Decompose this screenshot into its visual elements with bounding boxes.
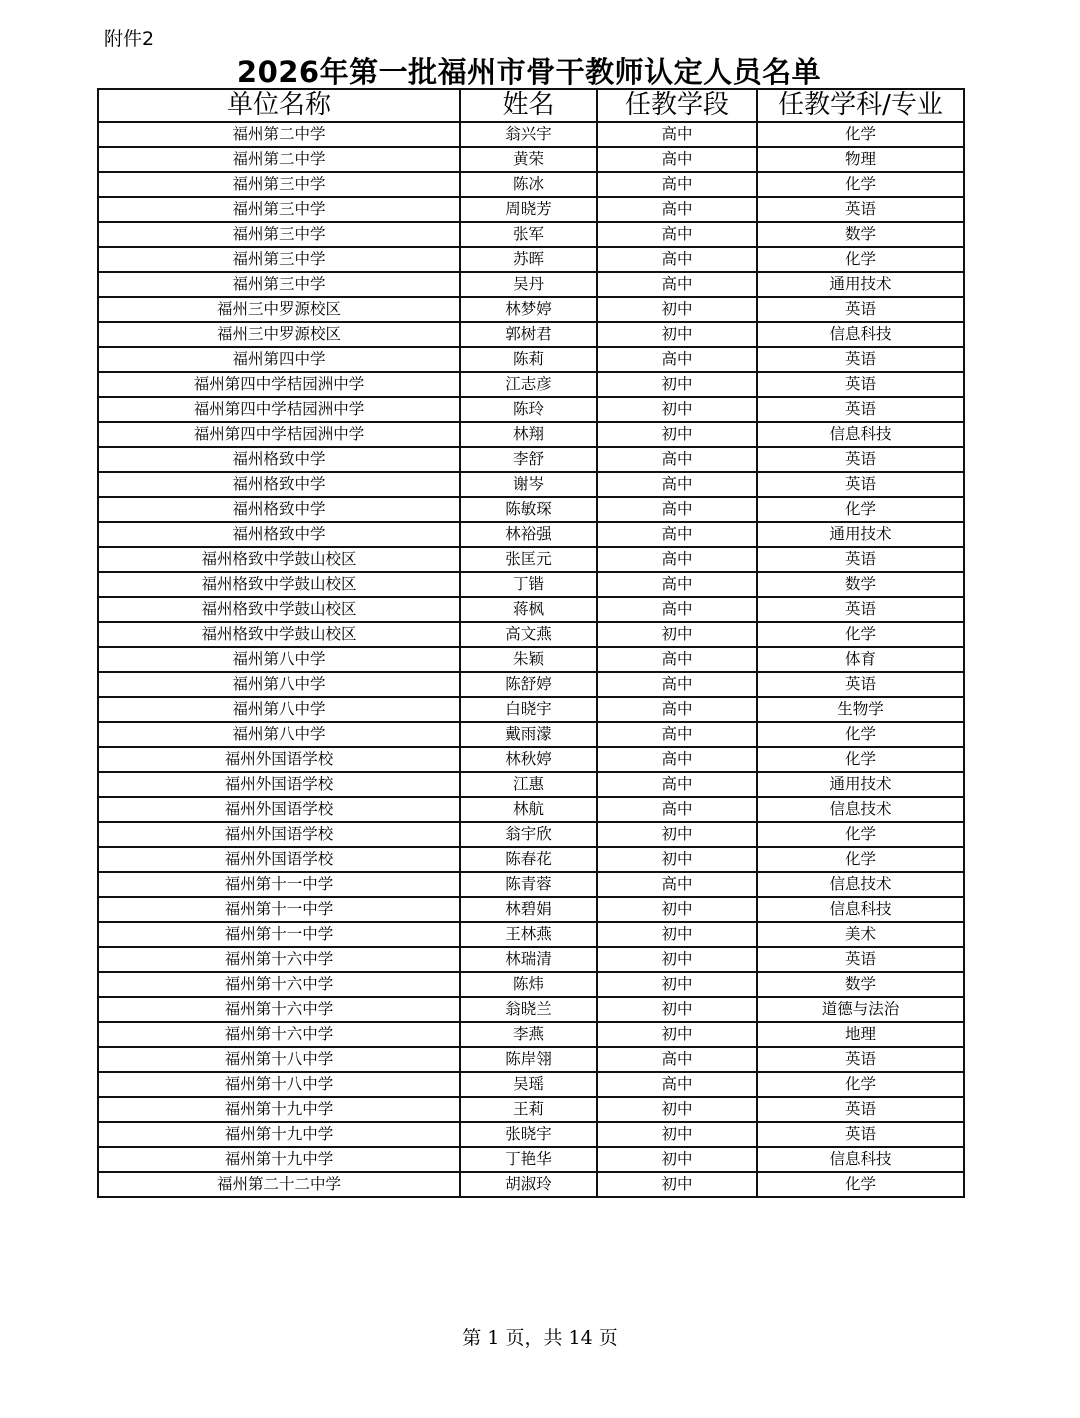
cell-stage: 初中	[597, 922, 757, 947]
cell-stage: 初中	[597, 1122, 757, 1147]
cell-name: 林翔	[460, 422, 597, 447]
cell-unit: 福州第三中学	[98, 272, 460, 297]
cell-name: 吴丹	[460, 272, 597, 297]
cell-name: 陈玲	[460, 397, 597, 422]
cell-subject: 美术	[757, 922, 964, 947]
table-row	[98, 947, 964, 972]
cell-subject: 化学	[757, 1172, 964, 1197]
table-row	[98, 472, 964, 497]
cell-name: 张晓宇	[460, 1122, 597, 1147]
table-body	[98, 122, 964, 1197]
cell-unit: 福州第十六中学	[98, 997, 460, 1022]
cell-unit: 福州第十八中学	[98, 1047, 460, 1072]
cell-subject: 英语	[757, 1097, 964, 1122]
cell-unit: 福州第十六中学	[98, 947, 460, 972]
cell-unit: 福州格致中学鼓山校区	[98, 547, 460, 572]
table-row	[98, 347, 964, 372]
cell-name: 高文燕	[460, 622, 597, 647]
cell-unit: 福州第三中学	[98, 222, 460, 247]
table-row	[98, 922, 964, 947]
cell-stage: 初中	[597, 997, 757, 1022]
cell-name: 陈舒婷	[460, 672, 597, 697]
cell-subject: 物理	[757, 147, 964, 172]
cell-name: 翁兴宇	[460, 122, 597, 147]
cell-name: 江志彦	[460, 372, 597, 397]
cell-subject: 英语	[757, 547, 964, 572]
cell-unit: 福州格致中学鼓山校区	[98, 622, 460, 647]
cell-subject: 通用技术	[757, 272, 964, 297]
cell-unit: 福州格致中学	[98, 447, 460, 472]
cell-unit: 福州第四中学	[98, 347, 460, 372]
cell-name: 谢岑	[460, 472, 597, 497]
cell-stage: 高中	[597, 522, 757, 547]
cell-unit: 福州第八中学	[98, 697, 460, 722]
cell-subject: 英语	[757, 297, 964, 322]
cell-name: 张匡元	[460, 547, 597, 572]
table-row	[98, 197, 964, 222]
table-row	[98, 972, 964, 997]
cell-name: 李燕	[460, 1022, 597, 1047]
table-row	[98, 547, 964, 572]
cell-unit: 福州外国语学校	[98, 822, 460, 847]
table-row	[98, 747, 964, 772]
cell-unit: 福州外国语学校	[98, 797, 460, 822]
cell-name: 周晓芳	[460, 197, 597, 222]
cell-name: 林航	[460, 797, 597, 822]
cell-name: 林秋婷	[460, 747, 597, 772]
table-row	[98, 597, 964, 622]
cell-unit: 福州第十八中学	[98, 1072, 460, 1097]
cell-stage: 初中	[597, 1172, 757, 1197]
cell-name: 林梦婷	[460, 297, 597, 322]
table-row	[98, 247, 964, 272]
table-row	[98, 897, 964, 922]
cell-subject: 英语	[757, 472, 964, 497]
cell-unit: 福州三中罗源校区	[98, 322, 460, 347]
cell-stage: 高中	[597, 497, 757, 522]
cell-unit: 福州第十一中学	[98, 922, 460, 947]
table-row	[98, 1047, 964, 1072]
cell-unit: 福州第二中学	[98, 122, 460, 147]
cell-unit: 福州格致中学	[98, 522, 460, 547]
cell-subject: 化学	[757, 722, 964, 747]
cell-stage: 初中	[597, 1097, 757, 1122]
cell-stage: 高中	[597, 797, 757, 822]
cell-name: 江惠	[460, 772, 597, 797]
cell-name: 丁艳华	[460, 1147, 597, 1172]
cell-name: 白晓宇	[460, 697, 597, 722]
cell-name: 林裕强	[460, 522, 597, 547]
cell-stage: 高中	[597, 747, 757, 772]
cell-subject: 英语	[757, 447, 964, 472]
table-row	[98, 122, 964, 147]
cell-subject: 体育	[757, 647, 964, 672]
cell-subject: 信息技术	[757, 797, 964, 822]
table-row	[98, 272, 964, 297]
cell-name: 陈炜	[460, 972, 597, 997]
cell-name: 林瑞清	[460, 947, 597, 972]
cell-unit: 福州第三中学	[98, 197, 460, 222]
attachment-label: 附件2	[104, 28, 155, 50]
cell-name: 翁晓兰	[460, 997, 597, 1022]
cell-stage: 初中	[597, 297, 757, 322]
cell-stage: 初中	[597, 372, 757, 397]
cell-subject: 数学	[757, 222, 964, 247]
cell-unit: 福州格致中学	[98, 472, 460, 497]
cell-name: 陈青蓉	[460, 872, 597, 897]
table-row	[98, 722, 964, 747]
cell-stage: 初中	[597, 822, 757, 847]
cell-name: 胡淑玲	[460, 1172, 597, 1197]
cell-name: 陈冰	[460, 172, 597, 197]
cell-subject: 信息技术	[757, 872, 964, 897]
cell-stage: 初中	[597, 622, 757, 647]
cell-name: 戴雨濛	[460, 722, 597, 747]
cell-stage: 高中	[597, 247, 757, 272]
cell-subject: 数学	[757, 572, 964, 597]
cell-unit: 福州格致中学鼓山校区	[98, 572, 460, 597]
cell-unit: 福州三中罗源校区	[98, 297, 460, 322]
cell-name: 黄荣	[460, 147, 597, 172]
cell-unit: 福州第八中学	[98, 672, 460, 697]
table-row	[98, 797, 964, 822]
table-header-row	[98, 89, 964, 122]
table-row	[98, 697, 964, 722]
cell-subject: 生物学	[757, 697, 964, 722]
cell-stage: 初中	[597, 397, 757, 422]
table-row	[98, 522, 964, 547]
cell-stage: 初中	[597, 1147, 757, 1172]
cell-stage: 高中	[597, 172, 757, 197]
cell-unit: 福州第三中学	[98, 247, 460, 272]
table-row	[98, 772, 964, 797]
cell-name: 林碧娟	[460, 897, 597, 922]
cell-unit: 福州第十六中学	[98, 1022, 460, 1047]
cell-stage: 高中	[597, 597, 757, 622]
cell-subject: 化学	[757, 847, 964, 872]
cell-unit: 福州第十九中学	[98, 1147, 460, 1172]
cell-stage: 初中	[597, 422, 757, 447]
cell-name: 张军	[460, 222, 597, 247]
cell-subject: 英语	[757, 672, 964, 697]
cell-stage: 高中	[597, 547, 757, 572]
cell-stage: 初中	[597, 847, 757, 872]
cell-name: 吴瑶	[460, 1072, 597, 1097]
cell-subject: 化学	[757, 172, 964, 197]
cell-unit: 福州第二中学	[98, 147, 460, 172]
cell-stage: 高中	[597, 697, 757, 722]
cell-name: 翁宇欣	[460, 822, 597, 847]
cell-stage: 初中	[597, 1022, 757, 1047]
cell-subject: 化学	[757, 1072, 964, 1097]
cell-stage: 高中	[597, 872, 757, 897]
cell-unit: 福州第八中学	[98, 647, 460, 672]
cell-name: 陈岸翎	[460, 1047, 597, 1072]
cell-subject: 化学	[757, 622, 964, 647]
cell-subject: 化学	[757, 747, 964, 772]
cell-subject: 通用技术	[757, 772, 964, 797]
cell-subject: 信息科技	[757, 422, 964, 447]
cell-unit: 福州第四中学桔园洲中学	[98, 422, 460, 447]
table-row	[98, 822, 964, 847]
cell-stage: 高中	[597, 272, 757, 297]
cell-stage: 高中	[597, 1072, 757, 1097]
cell-subject: 化学	[757, 497, 964, 522]
cell-stage: 初中	[597, 972, 757, 997]
cell-stage: 初中	[597, 897, 757, 922]
table-row	[98, 397, 964, 422]
cell-subject: 英语	[757, 347, 964, 372]
cell-name: 朱颖	[460, 647, 597, 672]
cell-unit: 福州第十一中学	[98, 897, 460, 922]
cell-subject: 英语	[757, 397, 964, 422]
cell-name: 王林燕	[460, 922, 597, 947]
page-footer: 第 1 页，共 14 页	[462, 1327, 618, 1349]
cell-subject: 地理	[757, 1022, 964, 1047]
cell-stage: 高中	[597, 447, 757, 472]
table-row	[98, 372, 964, 397]
table-row	[98, 497, 964, 522]
column-header-subject: 任教学科/专业	[757, 89, 964, 122]
cell-name: 丁锴	[460, 572, 597, 597]
cell-name: 陈春花	[460, 847, 597, 872]
cell-stage: 高中	[597, 1047, 757, 1072]
cell-name: 蒋枫	[460, 597, 597, 622]
cell-subject: 英语	[757, 1122, 964, 1147]
cell-unit: 福州第四中学桔园洲中学	[98, 397, 460, 422]
cell-stage: 高中	[597, 647, 757, 672]
cell-subject: 道德与法治	[757, 997, 964, 1022]
cell-name: 李舒	[460, 447, 597, 472]
cell-subject: 化学	[757, 247, 964, 272]
table-row	[98, 1097, 964, 1122]
cell-unit: 福州第十九中学	[98, 1097, 460, 1122]
cell-stage: 高中	[597, 472, 757, 497]
table-row	[98, 847, 964, 872]
document-title: 2026年第一批福州市骨干教师认定人员名单	[236, 55, 822, 89]
cell-unit: 福州第三中学	[98, 172, 460, 197]
cell-stage: 高中	[597, 347, 757, 372]
cell-stage: 高中	[597, 147, 757, 172]
cell-unit: 福州第十九中学	[98, 1122, 460, 1147]
table-row	[98, 172, 964, 197]
table-row	[98, 147, 964, 172]
cell-unit: 福州第四中学桔园洲中学	[98, 372, 460, 397]
table-row	[98, 1172, 964, 1197]
cell-subject: 信息科技	[757, 897, 964, 922]
cell-subject: 数学	[757, 972, 964, 997]
cell-stage: 高中	[597, 672, 757, 697]
cell-subject: 英语	[757, 597, 964, 622]
cell-stage: 高中	[597, 772, 757, 797]
cell-name: 王莉	[460, 1097, 597, 1122]
table-row	[98, 1147, 964, 1172]
cell-unit: 福州格致中学	[98, 497, 460, 522]
cell-unit: 福州第八中学	[98, 722, 460, 747]
cell-subject: 化学	[757, 122, 964, 147]
cell-unit: 福州第二十二中学	[98, 1172, 460, 1197]
cell-stage: 高中	[597, 222, 757, 247]
table-row	[98, 322, 964, 347]
table-row	[98, 647, 964, 672]
cell-subject: 英语	[757, 1047, 964, 1072]
cell-subject: 英语	[757, 947, 964, 972]
cell-unit: 福州格致中学鼓山校区	[98, 597, 460, 622]
cell-subject: 化学	[757, 822, 964, 847]
cell-name: 陈莉	[460, 347, 597, 372]
cell-stage: 高中	[597, 572, 757, 597]
cell-subject: 英语	[757, 372, 964, 397]
cell-stage: 高中	[597, 722, 757, 747]
table-row	[98, 297, 964, 322]
cell-stage: 高中	[597, 197, 757, 222]
table-row	[98, 872, 964, 897]
cell-name: 陈敏琛	[460, 497, 597, 522]
cell-stage: 初中	[597, 322, 757, 347]
cell-unit: 福州外国语学校	[98, 772, 460, 797]
table-row	[98, 447, 964, 472]
column-header-name: 姓名	[460, 89, 597, 122]
cell-subject: 信息科技	[757, 1147, 964, 1172]
cell-name: 苏晖	[460, 247, 597, 272]
cell-unit: 福州外国语学校	[98, 847, 460, 872]
cell-unit: 福州第十一中学	[98, 872, 460, 897]
table-row	[98, 222, 964, 247]
cell-name: 郭树君	[460, 322, 597, 347]
table-row	[98, 622, 964, 647]
cell-subject: 通用技术	[757, 522, 964, 547]
table-row	[98, 997, 964, 1022]
cell-stage: 高中	[597, 122, 757, 147]
cell-subject: 英语	[757, 197, 964, 222]
column-header-stage: 任教学段	[597, 89, 757, 122]
cell-subject: 信息科技	[757, 322, 964, 347]
table-row	[98, 1022, 964, 1047]
table-row	[98, 1122, 964, 1147]
table-row	[98, 1072, 964, 1097]
table-row	[98, 672, 964, 697]
table-row	[98, 422, 964, 447]
cell-unit: 福州第十六中学	[98, 972, 460, 997]
column-header-unit: 单位名称	[98, 89, 460, 122]
cell-unit: 福州外国语学校	[98, 747, 460, 772]
teacher-roster-table	[97, 88, 965, 1198]
table-row	[98, 572, 964, 597]
cell-stage: 初中	[597, 947, 757, 972]
